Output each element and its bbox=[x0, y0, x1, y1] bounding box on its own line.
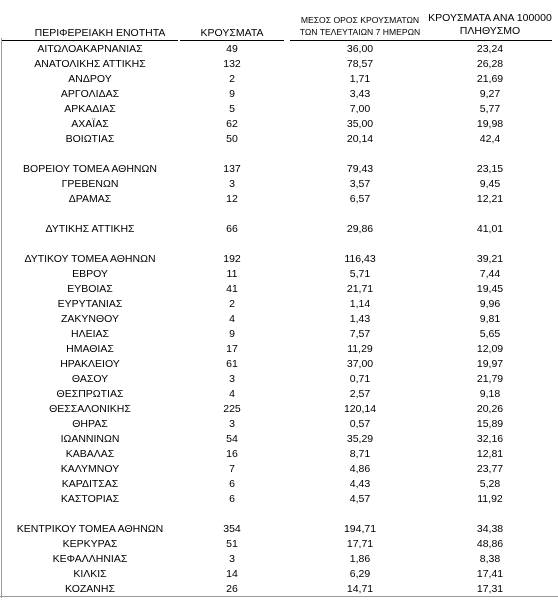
header-per-line-1: ΚΡΟΥΣΜΑΤΑ ΑΝΑ 100000 bbox=[428, 12, 552, 24]
region-cell: ΓΡΕΒΕΝΩΝ bbox=[61, 178, 119, 190]
per-100000-cell: 26,28 bbox=[476, 58, 504, 70]
table-row bbox=[0, 358, 558, 373]
region-cell: ΔΥΤΙΚΟΥ ΤΟΜΕΑ ΑΘΗΝΩΝ bbox=[24, 253, 156, 265]
per-100000-cell: 19,45 bbox=[476, 283, 504, 295]
cases-cell: 4 bbox=[229, 313, 235, 325]
table-row bbox=[0, 403, 558, 418]
region-cell: ΒΟΙΩΤΙΑΣ bbox=[65, 133, 115, 145]
cases-cell: 9 bbox=[229, 88, 235, 100]
per-100000-cell: 41,01 bbox=[476, 223, 504, 235]
header-region: ΠΕΡΙΦΕΡΕΙΑΚΗ ΕΝΟΤΗΤΑ bbox=[34, 27, 166, 39]
average-cell: 7,00 bbox=[349, 103, 371, 115]
header-average-7-days bbox=[284, 14, 436, 38]
average-cell: 29,86 bbox=[346, 223, 374, 235]
table-row bbox=[0, 433, 558, 448]
average-cell: 78,57 bbox=[346, 58, 374, 70]
average-cell: 37,00 bbox=[346, 358, 374, 370]
header-underline-region bbox=[2, 40, 178, 41]
table-row bbox=[0, 43, 558, 58]
header-underline-per-100000 bbox=[430, 40, 552, 41]
header-underline-average bbox=[290, 40, 430, 41]
table-row bbox=[0, 193, 558, 208]
average-cell: 17,71 bbox=[346, 538, 374, 550]
average-cell: 1,86 bbox=[349, 553, 371, 565]
table-row bbox=[0, 523, 558, 538]
region-cell: ΕΒΡΟΥ bbox=[72, 268, 108, 280]
average-cell: 4,57 bbox=[349, 493, 371, 505]
average-cell: 8,71 bbox=[349, 448, 371, 460]
average-cell: 6,57 bbox=[349, 193, 371, 205]
region-cell: ΑΡΚΑΔΙΑΣ bbox=[64, 103, 116, 115]
average-cell: 3,57 bbox=[349, 178, 371, 190]
cases-cell: 14 bbox=[226, 568, 238, 580]
cases-cell: 9 bbox=[229, 328, 235, 340]
per-100000-cell: 48,86 bbox=[476, 538, 504, 550]
region-cell: ΚΑΡΔΙΤΣΑΣ bbox=[61, 478, 119, 490]
average-cell: 79,43 bbox=[346, 163, 374, 175]
average-cell: 35,29 bbox=[346, 433, 374, 445]
per-100000-cell: 9,45 bbox=[479, 178, 501, 190]
per-100000-cell: 19,98 bbox=[476, 118, 504, 130]
table-row bbox=[0, 223, 558, 238]
table-row bbox=[0, 493, 558, 508]
region-cell: ΚΑΒΑΛΑΣ bbox=[65, 448, 115, 460]
average-cell: 194,71 bbox=[343, 523, 377, 535]
cases-cell: 3 bbox=[229, 418, 235, 430]
table-row bbox=[0, 328, 558, 343]
region-cell: ΚΑΣΤΟΡΙΑΣ bbox=[60, 493, 120, 505]
table-row bbox=[0, 313, 558, 328]
average-cell: 20,14 bbox=[346, 133, 374, 145]
average-cell: 35,00 bbox=[346, 118, 374, 130]
table-row bbox=[0, 538, 558, 553]
region-cell: ΖΑΚΥΝΘΟΥ bbox=[60, 313, 119, 325]
header-underline-cases bbox=[180, 40, 284, 41]
region-cell: ΚΕΝΤΡΙΚΟΥ ΤΟΜΕΑ ΑΘΗΝΩΝ bbox=[16, 523, 164, 535]
per-100000-cell: 5,28 bbox=[479, 478, 501, 490]
table-row bbox=[0, 118, 558, 133]
region-cell: ΑΝΔΡΟΥ bbox=[68, 73, 112, 85]
cases-cell: 6 bbox=[229, 493, 235, 505]
table-row bbox=[0, 178, 558, 193]
average-cell: 21,71 bbox=[346, 283, 374, 295]
cases-cell: 7 bbox=[229, 463, 235, 475]
header-average-line-1: ΜΕΣΟΣ ΟΡΟΣ ΚΡΟΥΣΜΑΤΩΝ bbox=[300, 15, 420, 25]
average-cell: 1,43 bbox=[349, 313, 371, 325]
region-cell: ΔΥΤΙΚΗΣ ΑΤΤΙΚΗΣ bbox=[45, 223, 135, 235]
cases-cell: 5 bbox=[229, 103, 235, 115]
average-cell: 4,43 bbox=[349, 478, 371, 490]
per-100000-cell: 42,4 bbox=[479, 133, 501, 145]
per-100000-cell: 8,38 bbox=[479, 553, 501, 565]
average-cell: 6,29 bbox=[349, 568, 371, 580]
per-100000-cell: 9,18 bbox=[479, 388, 501, 400]
per-100000-cell: 39,21 bbox=[476, 253, 504, 265]
cases-cell: 54 bbox=[226, 433, 238, 445]
per-100000-cell: 17,31 bbox=[476, 583, 504, 595]
cases-cell: 62 bbox=[226, 118, 238, 130]
table-row bbox=[0, 268, 558, 283]
average-cell: 5,71 bbox=[349, 268, 371, 280]
region-cell: ΙΩΑΝΝΙΝΩΝ bbox=[60, 433, 120, 445]
per-100000-cell: 9,27 bbox=[479, 88, 501, 100]
region-cell: ΚΕΡΚΥΡΑΣ bbox=[62, 538, 118, 550]
per-100000-cell: 20,26 bbox=[476, 403, 504, 415]
average-cell: 11,29 bbox=[347, 343, 373, 355]
per-100000-cell: 15,89 bbox=[476, 418, 504, 430]
table-row bbox=[0, 253, 558, 268]
per-100000-cell: 5,65 bbox=[479, 328, 501, 340]
cases-cell: 66 bbox=[226, 223, 238, 235]
cases-cell: 3 bbox=[229, 373, 235, 385]
region-cell: ΘΗΡΑΣ bbox=[72, 418, 108, 430]
cases-cell: 11 bbox=[226, 268, 238, 280]
average-cell: 1,71 bbox=[349, 73, 371, 85]
region-cell: ΕΥΡΥΤΑΝΙΑΣ bbox=[57, 298, 123, 310]
region-cell: ΘΕΣΠΡΩΤΙΑΣ bbox=[56, 388, 124, 400]
per-100000-cell: 21,79 bbox=[476, 373, 504, 385]
header-average-line-2: ΤΩΝ ΤΕΛΕΥΤΑΙΩΝ 7 ΗΜΕΡΩΝ bbox=[299, 27, 421, 37]
average-cell: 116,43 bbox=[344, 253, 376, 265]
cases-cell: 192 bbox=[223, 253, 241, 265]
average-cell: 2,57 bbox=[349, 388, 371, 400]
region-cell: ΗΜΑΘΙΑΣ bbox=[66, 343, 114, 355]
cases-cell: 3 bbox=[229, 178, 235, 190]
table-row bbox=[0, 448, 558, 463]
per-100000-cell: 21,69 bbox=[476, 73, 504, 85]
average-cell: 14,71 bbox=[346, 583, 374, 595]
cases-cell: 26 bbox=[226, 583, 238, 595]
cases-cell: 49 bbox=[226, 43, 238, 55]
average-cell: 1,14 bbox=[349, 298, 371, 310]
table-row bbox=[0, 103, 558, 118]
cases-cell: 16 bbox=[226, 448, 238, 460]
cases-cell: 12 bbox=[226, 193, 238, 205]
per-100000-cell: 7,44 bbox=[479, 268, 501, 280]
per-100000-cell: 9,81 bbox=[479, 313, 501, 325]
cases-cell: 17 bbox=[226, 343, 238, 355]
region-cell: ΚΕΦΑΛΛΗΝΙΑΣ bbox=[52, 553, 128, 565]
region-cell: ΘΕΣΣΑΛΟΝΙΚΗΣ bbox=[49, 403, 131, 415]
per-100000-cell: 12,81 bbox=[476, 448, 504, 460]
region-cell: ΒΟΡΕΙΟΥ ΤΟΜΕΑ ΑΘΗΝΩΝ bbox=[23, 163, 157, 175]
header-per-line-2: ΠΛΗΘΥΣΜΟ bbox=[459, 25, 521, 37]
region-cell: ΑΙΤΩΛΟΑΚΑΡΝΑΝΙΑΣ bbox=[37, 43, 143, 55]
average-cell: 0,57 bbox=[349, 418, 371, 430]
region-cell: ΗΛΕΙΑΣ bbox=[70, 328, 109, 340]
region-cell: ΑΧΑΪΑΣ bbox=[71, 118, 109, 130]
header-cases: ΚΡΟΥΣΜΑΤΑ bbox=[200, 27, 264, 39]
table-row bbox=[0, 388, 558, 403]
cases-cell: 4 bbox=[229, 388, 235, 400]
cases-cell: 51 bbox=[226, 538, 238, 550]
region-cell: ΑΡΓΟΛΙΔΑΣ bbox=[60, 88, 120, 100]
per-100000-cell: 9,96 bbox=[479, 298, 501, 310]
per-100000-cell: 12,09 bbox=[476, 343, 504, 355]
average-cell: 36,00 bbox=[346, 43, 374, 55]
cases-cell: 2 bbox=[229, 73, 235, 85]
cases-cell: 132 bbox=[223, 58, 241, 70]
table-row bbox=[0, 58, 558, 73]
per-100000-cell: 19,97 bbox=[476, 358, 504, 370]
table-row bbox=[0, 463, 558, 478]
table-row bbox=[0, 298, 558, 313]
average-cell: 3,43 bbox=[349, 88, 371, 100]
table-row bbox=[0, 568, 558, 583]
per-100000-cell: 23,15 bbox=[476, 163, 504, 175]
per-100000-cell: 5,77 bbox=[479, 103, 501, 115]
per-100000-cell: 34,38 bbox=[476, 523, 504, 535]
cases-cell: 41 bbox=[226, 283, 238, 295]
cases-cell: 137 bbox=[223, 163, 241, 175]
per-100000-cell: 11,92 bbox=[477, 493, 503, 505]
table-row bbox=[0, 88, 558, 103]
table-row bbox=[0, 478, 558, 493]
cases-cell: 225 bbox=[223, 403, 241, 415]
table-row bbox=[0, 373, 558, 388]
table-row bbox=[0, 343, 558, 358]
table-row bbox=[0, 283, 558, 298]
region-cell: ΑΝΑΤΟΛΙΚΗΣ ΑΤΤΙΚΗΣ bbox=[34, 58, 146, 70]
region-cell: ΚΟΖΑΝΗΣ bbox=[65, 583, 115, 595]
region-cell: ΚΑΛΥΜΝΟΥ bbox=[60, 463, 120, 475]
region-cell: ΗΡΑΚΛΕΙΟΥ bbox=[60, 358, 120, 370]
per-100000-cell: 32,16 bbox=[476, 433, 504, 445]
region-cell: ΔΡΑΜΑΣ bbox=[68, 193, 112, 205]
average-cell: 7,57 bbox=[349, 328, 371, 340]
per-100000-cell: 23,24 bbox=[476, 43, 504, 55]
table-row bbox=[0, 73, 558, 88]
header-cases-per-100000 bbox=[425, 12, 555, 38]
table-row bbox=[0, 133, 558, 148]
table-row bbox=[0, 418, 558, 433]
cases-cell: 50 bbox=[226, 133, 238, 145]
per-100000-cell: 23,77 bbox=[476, 463, 504, 475]
table-row bbox=[0, 583, 558, 598]
cases-cell: 3 bbox=[229, 553, 235, 565]
cases-cell: 61 bbox=[226, 358, 238, 370]
region-cell: ΕΥΒΟΙΑΣ bbox=[67, 283, 113, 295]
region-cell: ΘΑΣΟΥ bbox=[71, 373, 109, 385]
cases-cell: 2 bbox=[229, 298, 235, 310]
region-cell: ΚΙΛΚΙΣ bbox=[73, 568, 107, 580]
cases-cell: 6 bbox=[229, 478, 235, 490]
table-row bbox=[0, 553, 558, 568]
average-cell: 120,14 bbox=[343, 403, 377, 415]
cases-cell: 354 bbox=[223, 523, 241, 535]
per-100000-cell: 12,21 bbox=[476, 193, 504, 205]
average-cell: 4,86 bbox=[349, 463, 371, 475]
average-cell: 0,71 bbox=[349, 373, 371, 385]
table-row bbox=[0, 163, 558, 178]
per-100000-cell: 17,41 bbox=[476, 568, 504, 580]
